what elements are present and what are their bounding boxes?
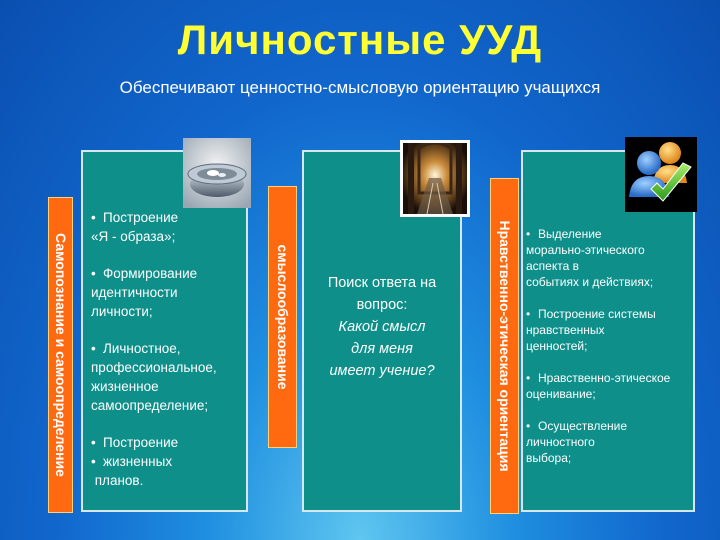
bar-self-knowledge (48, 197, 73, 513)
bowl-icon (183, 138, 251, 208)
list-item: • Формирование идентичности личности; (91, 266, 198, 319)
slide-title: Личностные УУД (177, 16, 543, 63)
users-check-image (625, 137, 697, 212)
bar-moral-orientation (490, 178, 519, 514)
corridor-icon (403, 143, 467, 214)
question-italic-2: для меня (351, 341, 413, 357)
corridor-image (400, 140, 470, 217)
list-item: • Построение системы нравственных ценностей; (526, 307, 656, 353)
list-item: • жизненных планов. (91, 454, 173, 488)
list-item: • Построение (91, 435, 179, 450)
bar-meaning-formation-label: смыслообразование (274, 244, 291, 390)
bar-self-knowledge-label: Самопознание и самоопределение (52, 233, 69, 477)
list-item: • Нравственно-этическое оценивание; (526, 371, 671, 401)
list-item: • Осуществление личностного выбора; (526, 419, 628, 465)
bar-meaning-formation (268, 186, 297, 448)
slide-subtitle: Обеспечивают ценностно-смысловую ориентацию учащихся (119, 78, 601, 97)
list-item: • Построение «Я - образа»; (91, 210, 179, 244)
question-italic-3: имеет учение? (329, 363, 435, 379)
list-item: • Личностное, профессиональное, жизненное самоопределение; (91, 341, 217, 413)
users-check-icon (625, 137, 697, 212)
question-line-2: вопрос: (356, 297, 408, 313)
list-item: • Выделение морально-этического аспекта в событиях и действиях; (526, 227, 654, 289)
bowl-image (183, 138, 251, 208)
bar-moral-orientation-label: Нравственно-этическая ориентация (496, 220, 513, 472)
question-line-1: Поиск ответа на (327, 275, 437, 291)
question-italic-1: Какой смысл (338, 319, 426, 335)
